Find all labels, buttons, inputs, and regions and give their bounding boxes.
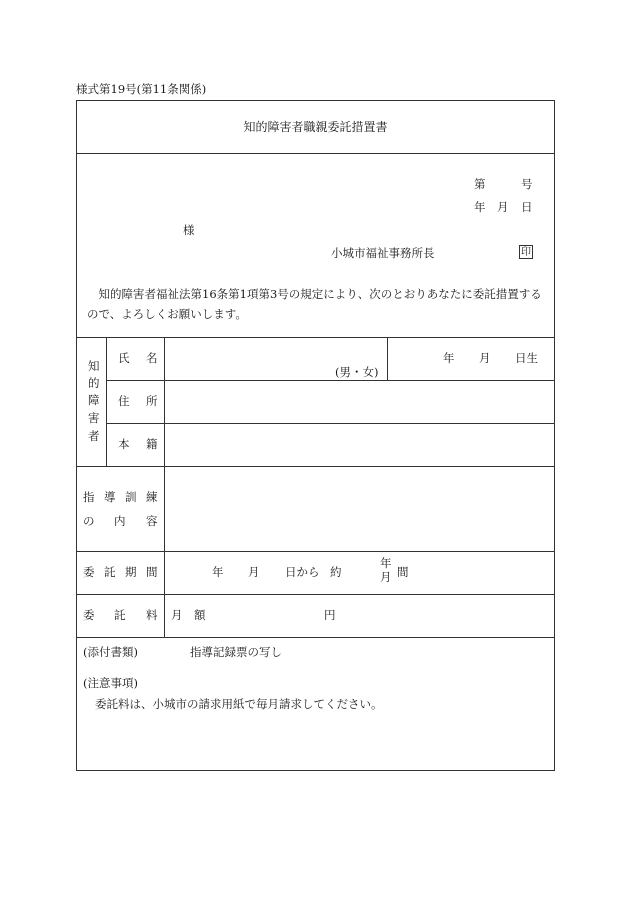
training-divider xyxy=(76,551,555,552)
name-label-1: 氏 xyxy=(118,351,130,365)
period-kan: 間 xyxy=(397,565,409,579)
training-label: 容 xyxy=(146,514,158,528)
fee-divider xyxy=(76,637,555,638)
group-label-char: 知 xyxy=(88,359,100,373)
address-label-2: 所 xyxy=(146,394,158,408)
addressee-sama: 様 xyxy=(183,223,195,237)
birth-month: 月 xyxy=(479,351,491,365)
attachments-value: 指導記録票の写し xyxy=(190,645,282,659)
group-label-char: 的 xyxy=(88,376,100,390)
group-label-char: 害 xyxy=(88,411,100,425)
number-gou: 号 xyxy=(521,177,533,191)
training-label: 導 xyxy=(104,490,116,504)
period-divider xyxy=(76,594,555,595)
issuer-name: 小城市福祉事務所長 xyxy=(331,246,435,260)
fee-label: 委 xyxy=(83,608,95,622)
training-label: 内 xyxy=(114,514,126,528)
address-label-1: 住 xyxy=(118,394,130,408)
group-label-char: 者 xyxy=(88,429,100,443)
fee-yen: 円 xyxy=(324,608,336,622)
form-title: 知的障害者職親委託措置書 xyxy=(243,120,388,134)
fee-label: 料 xyxy=(146,608,158,622)
period-label: 期 xyxy=(125,565,137,579)
attachments-label: (添付書類) xyxy=(83,645,138,659)
period-label: 間 xyxy=(146,565,158,579)
date-month: 月 xyxy=(497,200,509,214)
body-paragraph: 知的障害者福祉法第16条第1項第3号の規定により、次のとおりあなたに委託措置するので、よろしくお願いします。 xyxy=(87,287,542,321)
birth-year: 年 xyxy=(443,351,455,365)
date-day: 日 xyxy=(521,200,533,214)
period-month-stack: 月 xyxy=(380,570,392,584)
name-row-divider xyxy=(106,380,555,381)
fee-label: 託 xyxy=(114,608,126,622)
label-column-divider xyxy=(164,337,165,637)
domicile-label-2: 籍 xyxy=(146,437,158,451)
group-label-divider xyxy=(106,337,107,466)
training-label: 訓 xyxy=(125,490,137,504)
training-label: 指 xyxy=(83,490,95,504)
training-label: 練 xyxy=(146,490,158,504)
domicile-label-1: 本 xyxy=(118,437,130,451)
period-from: 日から xyxy=(285,565,320,579)
period-year: 年 xyxy=(212,565,224,579)
birth-day: 日生 xyxy=(515,351,538,365)
notes-label: (注意事項) xyxy=(83,676,138,690)
training-label: の xyxy=(83,514,95,528)
period-year-stack: 年 xyxy=(380,556,392,570)
header-divider xyxy=(76,337,555,338)
period-label: 託 xyxy=(104,565,116,579)
form-number: 様式第19号(第11条関係) xyxy=(76,82,207,96)
date-year: 年 xyxy=(474,200,486,214)
period-approx: 約 xyxy=(330,565,342,579)
title-divider xyxy=(76,153,555,154)
period-label: 委 xyxy=(83,565,95,579)
birth-divider xyxy=(387,337,388,380)
period-month: 月 xyxy=(248,565,260,579)
notes-text: 委託料は、小城市の請求用紙で毎月請求してください。 xyxy=(95,697,383,711)
group-label-char: 障 xyxy=(88,393,100,407)
person-divider xyxy=(76,466,555,467)
number-dai: 第 xyxy=(474,177,486,191)
address-row-divider xyxy=(106,423,555,424)
fee-monthly: 月 額 xyxy=(171,608,206,622)
name-label-2: 名 xyxy=(146,351,158,365)
gender-choice: (男・女) xyxy=(335,365,379,379)
seal-mark: 印 xyxy=(521,247,531,258)
